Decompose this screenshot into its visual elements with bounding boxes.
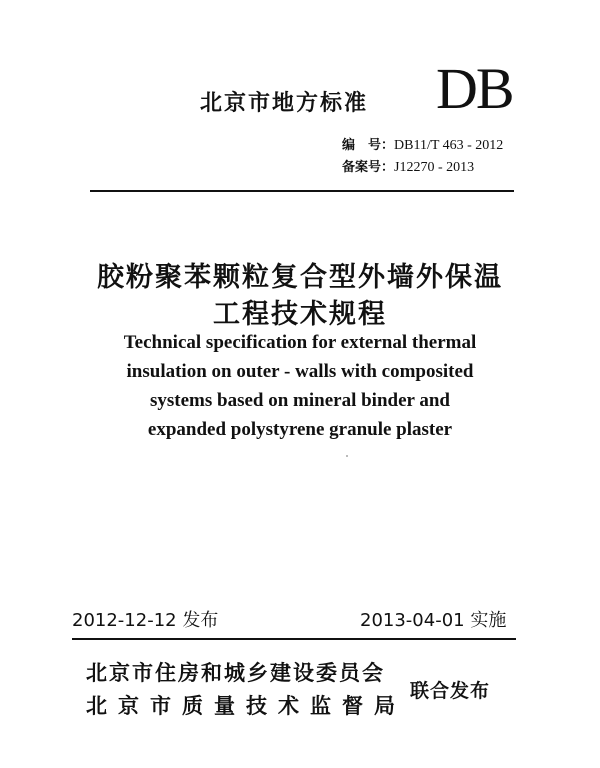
standard-type: 北京市地方标准 [200,91,369,116]
record-number-row: 备案号：J12270 - 2013 [342,160,475,175]
title-en-line: Technical specification for external thermal [123,332,477,353]
standard-code-row: 编 号：DB11/T 463 - 2012 [342,138,504,153]
title-en-line: expanded polystyrene granule plaster [147,419,453,440]
publish-date: 2012-12-12 发布 [72,610,219,631]
speck [346,455,348,457]
record-label: 备案号 [342,160,382,175]
code-label: 编 号 [342,138,382,153]
title-zh-line2: 工程技术规程 [213,299,387,330]
title-en-line: systems based on mineral binder and [149,390,450,411]
title-en-line: insulation on outer - walls with composited [126,361,474,382]
db-mark: DB [436,56,513,121]
title-zh-line1: 胶粉聚苯颗粒复合型外墙外保温 [97,262,503,293]
issuing-authority-1: 北京市住房和城乡建设委员会 [86,661,385,685]
joint-issue-label: 联合发布 [410,680,491,702]
record-value: J12270 - 2013 [394,160,475,175]
code-value: DB11/T 463 - 2012 [394,138,504,153]
header-divider [90,190,514,192]
title-en [40,328,560,444]
footer-divider [72,638,516,640]
issuing-authority-2: 北京市质量技术监督局 [86,694,406,718]
implement-date: 2013-04-01 实施 [360,610,507,631]
